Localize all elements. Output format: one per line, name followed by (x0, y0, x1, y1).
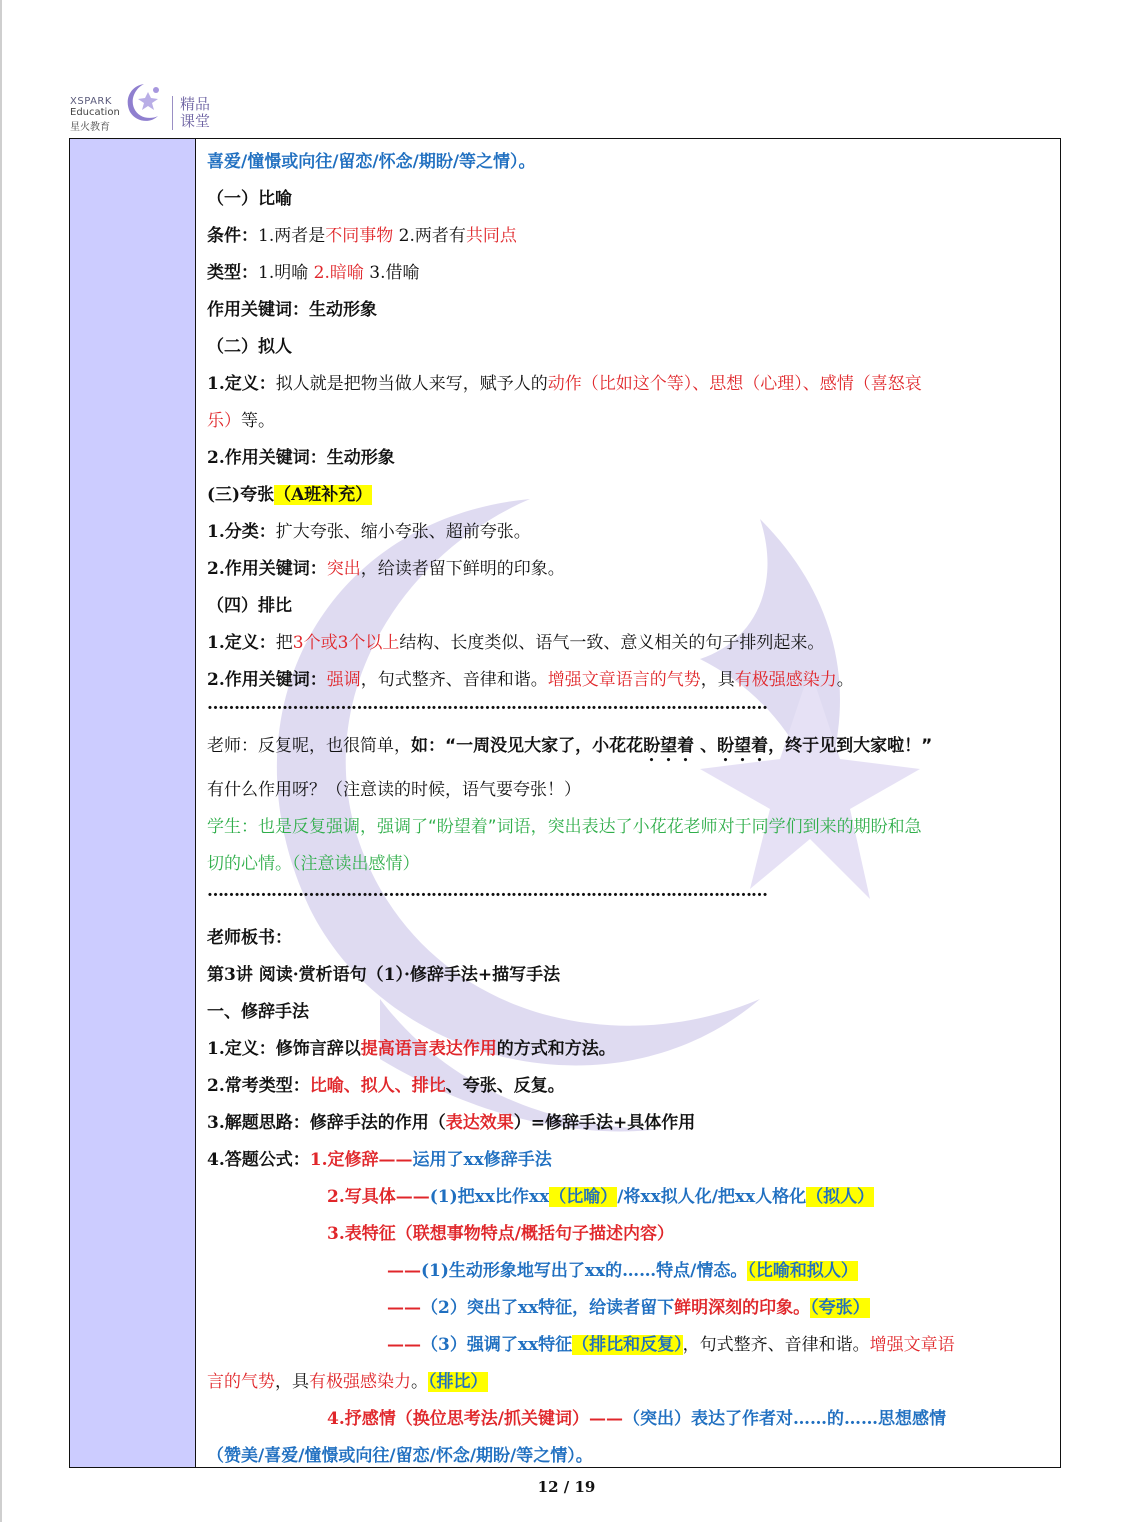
logo-divider (172, 96, 173, 130)
text-line: 老师：反复呢，也很简单，如：“一周没见大家了，小花花盼望着 、盼望着，终于见到大家啦！” (207, 736, 933, 756)
text-line: 2.作用关键词：生动形象 (207, 448, 395, 468)
text-line: 老师板书： (207, 928, 292, 948)
page-edge (0, 0, 2, 1522)
heading-parallelism: （四）排比 (207, 596, 292, 616)
text-line: 2.作用关键词：强调，句式整齐、音律和谐。增强文章语言的气势，具有极强感染力。 (207, 670, 854, 690)
text-line: 2.写具体——(1)把xx比作xx（比喻）/将xx拟人化/把xx人格化（拟人） (327, 1187, 875, 1207)
brand-tagline: 精品 课堂 (180, 95, 211, 130)
heading-simile: （一）比喻 (207, 189, 292, 209)
text-line: 喜爱/憧憬或向往/留恋/怀念/期盼/等之情）。 (207, 152, 536, 172)
brand-name-en2: Education (70, 107, 120, 118)
text-line: 类型：1.明喻 2.暗喻 3.借喻 (207, 263, 420, 283)
text-line: 3.解题思路：修辞手法的作用（表达效果）=修辞手法+具体作用 (207, 1113, 696, 1133)
text-line: 作用关键词：生动形象 (207, 300, 377, 320)
text-line: 条件：1.两者是不同事物 2.两者有共同点 (207, 226, 517, 246)
heading-hyperbole: (三)夸张（A班补充） (207, 485, 373, 505)
text-line: 1.分类：扩大夸张、缩小夸张、超前夸张。 (207, 522, 531, 542)
brand-logo (70, 78, 230, 138)
text-line: 1.定义：拟人就是把物当做人来写，赋予人的动作（比如这个等）、思想（心理）、感情（喜怒哀 (207, 374, 922, 394)
text-line: 切的心情。（注意读出感情） (207, 854, 420, 874)
text-line: ——（3）强调了xx特征（排比和反复），句式整齐、音律和谐。增强文章语 (387, 1335, 955, 1355)
brand-name-cn: 星火教育 (70, 122, 110, 133)
content-table (69, 138, 1061, 1468)
text-line: 1.定义：修饰言辞以提高语言表达作用的方式和方法。 (207, 1039, 616, 1059)
dotted-divider: …………………………………………………………………………………………… (207, 881, 767, 901)
text-line: （赞美/喜爱/憧憬或向往/留恋/怀念/期盼/等之情）。 (207, 1446, 593, 1466)
text-line: 学生：也是反复强调，强调了“盼望着”词语，突出表达了小花花老师对于同学们到来的期盼和急 (207, 817, 922, 837)
text-line: ——（2）突出了xx特征，给读者留下鲜明深刻的印象。（夸张） (387, 1298, 870, 1318)
text-line: 4.抒感情（换位思考法/抓关键词）——（突出）表达了作者对……的……思想感情 (327, 1409, 946, 1429)
text-line: 1.定义：把3个或3个以上结构、长度类似、语气一致、意义相关的句子排列起来。 (207, 633, 825, 653)
lesson-title: 第3讲 阅读·赏析语句（1）·修辞手法+描写手法 (207, 965, 561, 985)
text-line: 乐）等。 (207, 411, 275, 431)
page-number: 12 / 19 (537, 1478, 596, 1496)
section-heading: 一、修辞手法 (207, 1002, 309, 1022)
text-line: ——(1)生动形象地写出了xx的……特点/情态。（比喻和拟人） (387, 1261, 858, 1281)
text-line: 3.表特征（联想事物特点/概括句子描述内容） (327, 1224, 674, 1244)
text-line: 2.常考类型：比喻、拟人、排比、夸张、反复。 (207, 1076, 565, 1096)
text-line: 言的气势，具有极强感染力。（排比） (207, 1372, 488, 1392)
spark-logo-icon (118, 78, 170, 130)
text-line: 2.作用关键词：突出，给读者留下鲜明的印象。 (207, 559, 565, 579)
text-line: 4.答题公式：1.定修辞——运用了xx修辞手法 (207, 1150, 552, 1170)
brand-name-en: XSPARK (70, 96, 112, 107)
heading-personification: （二）拟人 (207, 337, 292, 357)
dotted-divider: …………………………………………………………………………………………… (207, 694, 767, 714)
sidebar-column (70, 139, 196, 1467)
text-line: 有什么作用呀？（注意读的时候，语气要夸张！） (207, 780, 581, 800)
